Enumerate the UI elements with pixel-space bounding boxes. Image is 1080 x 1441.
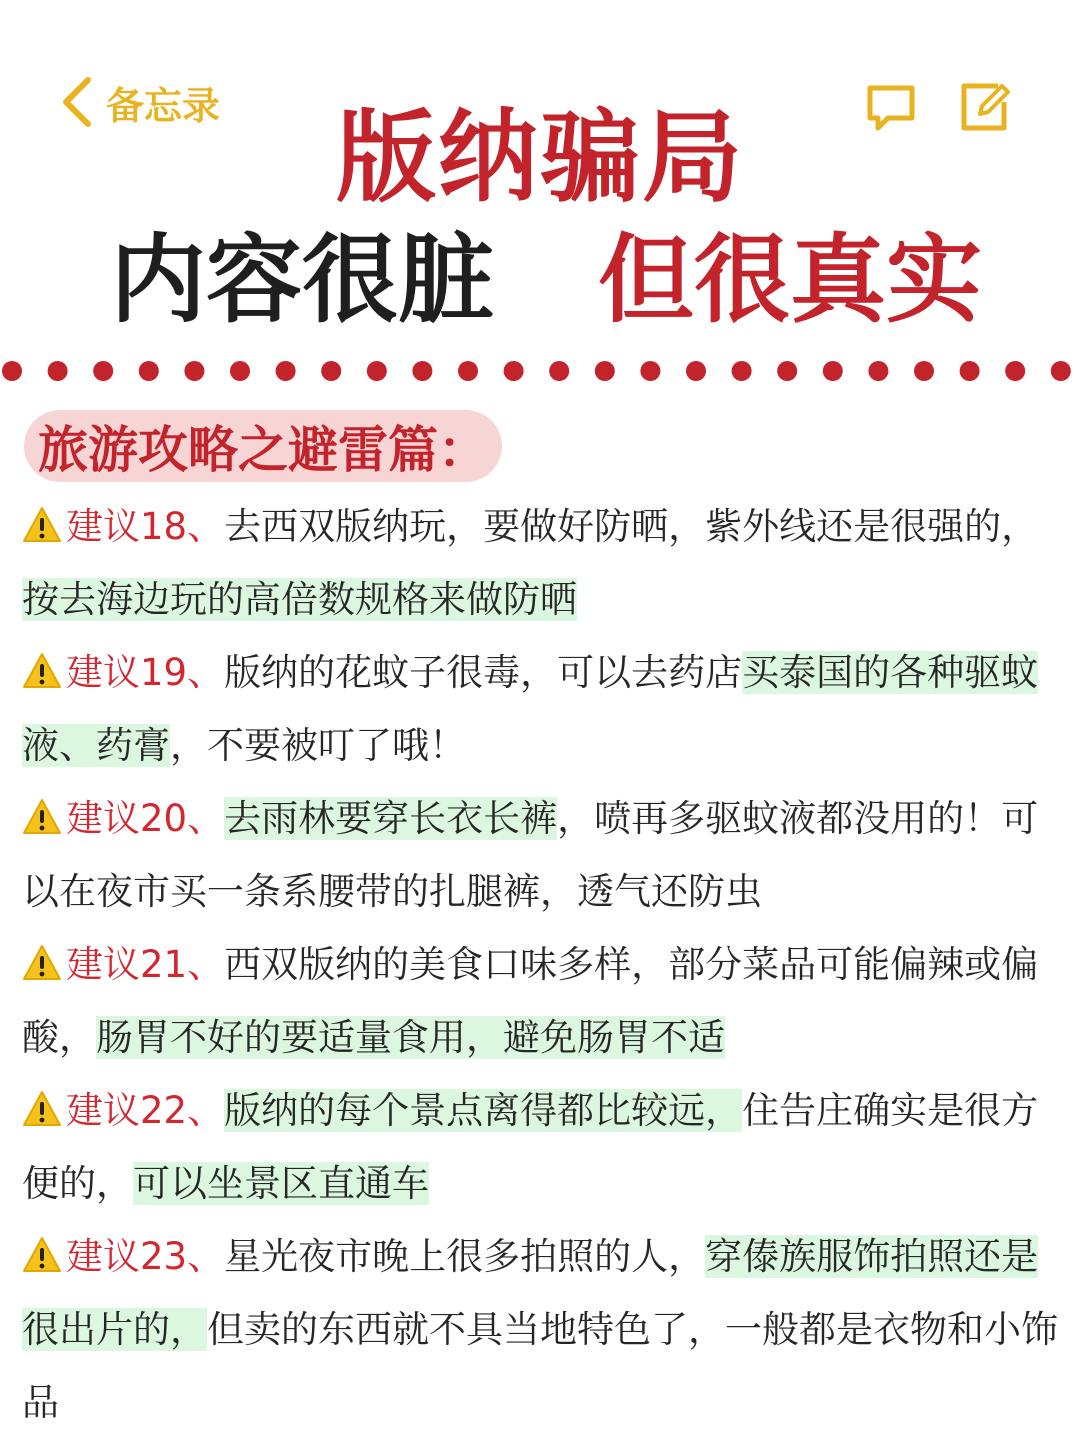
divider-dot xyxy=(1051,361,1071,381)
divider-dot xyxy=(321,361,341,381)
tip-text: ，喷再多驱蚊液都没用的！可以在夜市买一条系腰带的扎腿裤，透气还防虫 xyxy=(22,797,1039,913)
divider-dot xyxy=(412,361,432,381)
divider-dot xyxy=(777,361,797,381)
divider-dot xyxy=(2,361,22,381)
subtitle-left: 内容很脏 xyxy=(110,224,494,336)
dotted-divider xyxy=(0,358,1080,384)
divider-dot xyxy=(868,361,888,381)
divider-dot xyxy=(732,361,752,381)
tip-highlight: 版纳的每个景点离得都比较远， xyxy=(224,1089,743,1132)
tip-text: 但卖的东西就不具当地特色了，一般都是衣物和小饰品 xyxy=(22,1308,1058,1424)
divider-dot xyxy=(184,361,204,381)
tip-label: 建议21、 xyxy=(66,943,225,986)
tip-highlight: 肠胃不好的要适量食用，避免肠胃不适 xyxy=(96,1016,725,1059)
tip-item xyxy=(22,1220,1068,1439)
tip-highlight: 可以坐景区直通车 xyxy=(133,1162,429,1205)
warning-icon xyxy=(22,943,62,983)
tip-text: 住告庄确实是很方便的， xyxy=(22,1089,1039,1205)
divider-dot xyxy=(139,361,159,381)
divider-dot xyxy=(458,361,478,381)
tip-item xyxy=(22,782,1068,928)
tip-text: ，不要被叮了哦！ xyxy=(170,724,466,767)
tip-item xyxy=(22,636,1068,782)
tip-label: 建议19、 xyxy=(66,651,225,694)
tip-label: 建议22、 xyxy=(66,1089,225,1132)
tip-highlight: 按去海边玩的高倍数规格来做防晒 xyxy=(22,578,577,621)
tip-label: 建议23、 xyxy=(66,1235,225,1278)
tip-highlight: 穿傣族服饰拍照还是很出片的， xyxy=(22,1235,1039,1351)
tip-label: 建议20、 xyxy=(66,797,225,840)
divider-dot xyxy=(93,361,113,381)
subtitle-right: 但很真实 xyxy=(598,224,982,336)
warning-icon xyxy=(22,1089,62,1129)
divider-dot xyxy=(230,361,250,381)
warning-icon xyxy=(22,651,62,691)
divider-dot xyxy=(960,361,980,381)
divider-dot xyxy=(640,361,660,381)
divider-dot xyxy=(276,361,296,381)
tip-highlight: 买泰国的各种驱蚊液、药膏 xyxy=(22,651,1039,767)
tips-list xyxy=(22,490,1068,1439)
tip-text: 星光夜市晚上很多拍照的人， xyxy=(224,1235,706,1278)
divider-dot xyxy=(367,361,387,381)
tip-item xyxy=(22,928,1068,1074)
tip-text: 版纳的花蚊子很毒，可以去药店 xyxy=(224,651,743,694)
divider-dot xyxy=(595,361,615,381)
divider-dot xyxy=(823,361,843,381)
warning-icon xyxy=(22,1235,62,1275)
divider-dot xyxy=(549,361,569,381)
tip-label: 建议18、 xyxy=(66,505,225,548)
tip-item xyxy=(22,490,1068,636)
page-title: 版纳骗局 xyxy=(336,99,744,216)
divider-dot xyxy=(504,361,524,381)
warning-icon xyxy=(22,505,62,545)
section-heading: 旅游攻略之避雷篇： xyxy=(24,410,502,482)
tip-item xyxy=(22,1074,1068,1220)
back-label: 备忘录 xyxy=(106,83,221,128)
tip-text: 西双版纳的美食口味多样，部分菜品可能偏辣或偏酸， xyxy=(22,943,1039,1059)
divider-dot xyxy=(1005,361,1025,381)
divider-dot xyxy=(48,361,68,381)
tip-text: 去西双版纳玩，要做好防晒，紫外线还是很强的， xyxy=(224,505,1039,548)
warning-icon xyxy=(22,797,62,837)
divider-dot xyxy=(914,361,934,381)
tip-highlight: 去雨林要穿长衣长裤 xyxy=(224,797,558,840)
divider-dot xyxy=(686,361,706,381)
